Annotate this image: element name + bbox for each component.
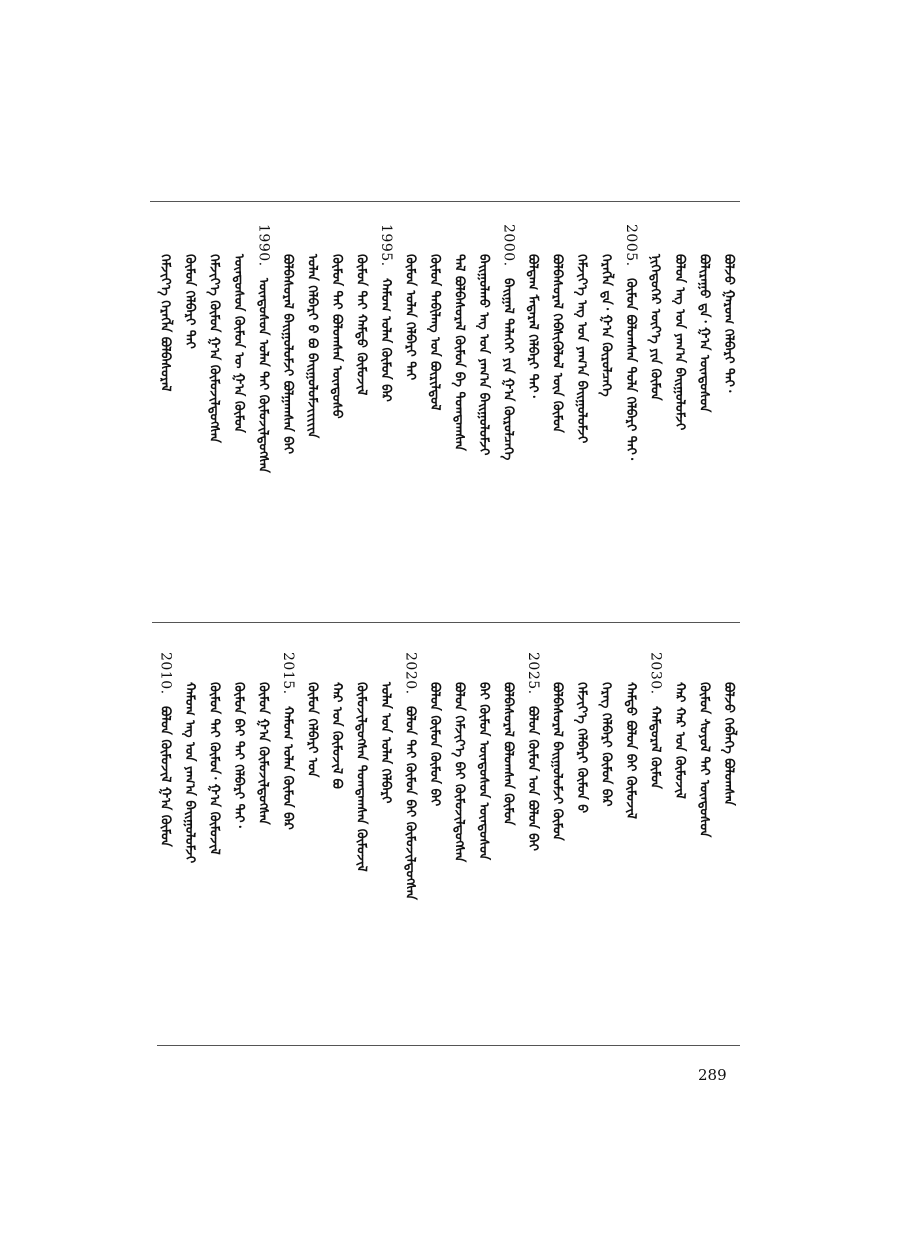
script-line: ᠪᠣᠯᠤᠨ ᠬᠦᠮᠦᠵᠢᠯ ᠭ᠎ᠠ ᠬᠦᠮᠦᠨ (157, 706, 173, 847)
text-column (202, 232, 226, 602)
text-column (667, 232, 691, 602)
script-line: ᠤᠯᠠᠨ ᠬᠡᠯᠪᠡᠷᠢ ᠪ ᠪᠣ ᠪᠠᠢᠭᠤᠯᠤᠮᠵᠢᠢᠢᠢᠢᠨ (304, 254, 320, 439)
script-line: ᠬᠦᠮᠦᠨ ᠲᠠᠪᠢᠯᠠᠩ ᠤᠨ ᠪᠦᠷᠢᠯᠳᠦᠯ (427, 254, 442, 411)
script-line: ᠬᠦᠮᠦᠵᠢᠯᠳᠦᠭᠰᠡᠨ ᠲᠣᠭᠲᠠᠭᠰᠠᠨ ᠬᠦᠮᠦᠵᠢᠯ (353, 682, 369, 872)
script-line: ᠦᠨᠳᠦᠰᠦᠨ ᠤᠯᠠᠨ ᠲᠠᠢ ᠬᠦᠮᠦᠵᠢᠯᠳᠦᠭᠰᠡᠨ (255, 278, 271, 473)
script-line: ᠪᠣᠯᠪᠠᠰᠤᠷᠠᠯ ᠬᠡᠪᠰᠢᠭᠦᠯᠦᠯ ᠦᠨ ᠬᠦᠮᠦᠨ (549, 254, 565, 433)
text-column (692, 232, 716, 602)
script-line: ᠬᠡᠮᠵᠢᠶ᠎ᠡ ᠬᠡᠷᠡᠭᠯᠡ ᠪᠣᠯᠪᠠᠰᠤᠷᠠᠯ (157, 254, 173, 392)
text-column (471, 660, 495, 1020)
text-column (422, 232, 446, 602)
script-line: ᠬᠡᠷᠡᠭᠯᠡ ᠳᠠ᠂ ᠭ᠎ᠠ ᠬᠦᠷᠦᠯᠴᠡᠭᠡ (598, 254, 614, 397)
text-column (594, 660, 618, 1020)
script-line: ᠪᠠᠢᠭᠤᠯᠬᠤ ᠡᠩ ᠤᠨ ᠶᠠᠭ᠎ᠠ ᠪᠠᠢᠭᠤᠯᠤᠮᠵᠢ (476, 254, 491, 456)
text-column (569, 232, 593, 602)
script-line: ᠬᠠᠷ ᠤᠨ ᠬᠦᠮᠦᠵᠢᠯ ᠪᠣ (329, 682, 344, 789)
script-line: ᠬᠡᠷᠡᠭ ᠬᠡᠯᠪᠡᠷᠢ ᠬᠦᠮᠦᠨ ᠪᠠᠷ (598, 682, 614, 807)
text-column (520, 652, 544, 1020)
upper-text-block (150, 224, 740, 602)
year-marker: 2000. (500, 224, 517, 267)
text-column (447, 660, 471, 1020)
text-column (300, 660, 324, 1020)
script-line: ᠬᠦᠮᠦᠨ ᠤᠯᠠᠨ ᠬᠡᠯᠪᠡᠷᠢ ᠲᠠᠢ (402, 254, 418, 381)
script-line: ᠬᠠᠮᠲᠤ ᠪᠣᠯᠤᠨ ᠪᠠᠢ ᠬᠦᠮᠦᠵᠢᠯ (623, 682, 638, 820)
script-line: ᠪᠠᠢ ᠬᠦᠮᠦᠨ ᠦᠨᠳᠦᠰᠦᠨ ᠦᠨᠳᠦᠰᠦᠨ (476, 682, 491, 861)
script-line: ᠬᠦᠮᠦᠨ ᠲᠠᠢ ᠬᠠᠮᠲᠤ ᠬᠦᠮᠦᠵᠢᠯ (353, 254, 369, 396)
text-column (496, 224, 520, 602)
top-rule (150, 201, 740, 202)
text-column (226, 660, 250, 1020)
script-line: ᠬᠦᠮᠦᠨ ᠭ᠎ᠠ ᠬᠦᠮᠦᠵᠢᠯᠳᠦᠭᠰᠡᠨ (255, 682, 271, 825)
script-line: ᠬᠦᠮᠦᠨ ᠲᠠᠢ ᠬᠦᠮᠦᠨ᠂ ᠭ᠎ᠠ ᠬᠦᠮᠦᠵᠢᠯ (206, 682, 222, 855)
text-column (373, 224, 397, 602)
script-line: ᠪᠣᠯᠪᠠᠰᠤᠷᠠᠯ ᠪᠠᠢᠭᠤᠯᠤᠮᠵᠢ ᠪᠣᠯᠭᠠᠭᠰᠠᠨ ᠪᠠᠢ (280, 254, 295, 454)
text-column (300, 232, 324, 602)
text-column (716, 232, 740, 602)
year-marker: 1995. (378, 224, 394, 267)
text-column (569, 660, 593, 1020)
year-marker: 2025. (525, 652, 541, 695)
script-line: ᠪᠣᠯᠤᠨ ᠡᠩ ᠤᠨ ᠶᠠᠭ᠎ᠠ ᠪᠠᠢᠭᠤᠯᠤᠮᠵᠢ (672, 254, 687, 431)
script-line: ᠬᠠᠮᠤᠭ ᠤᠯᠠᠨ ᠬᠦᠮᠦᠨ ᠪᠠᠷ (280, 706, 295, 830)
script-line: ᠬᠠᠮᠤᠭ ᠡᠩ ᠤᠨ ᠶᠠᠭ᠎ᠠ ᠪᠠᠢᠭᠤᠯᠤᠮᠵᠢ (182, 682, 197, 864)
script-line: ᠪᠣᠯᠳᠠᠭ ᠮᠡᠳᠡᠷᠡᠯ ᠬᠡᠯᠪᠡᠷᠢ ᠲᠠᠢ᠂ (525, 254, 540, 398)
script-line: ᠪᠣᠯᠤᠨ ᠬᠦᠮᠦᠨ ᠤᠨ ᠪᠣᠯᠤᠨ ᠪᠠᠢ (525, 706, 540, 851)
text-column (716, 660, 740, 1020)
script-line: ᠪᠣᠯᠤᠨ ᠬᠦᠮᠦᠨ ᠬᠦᠮᠦᠨ ᠪᠠᠢ (427, 682, 442, 807)
text-column (594, 232, 618, 602)
text-column (153, 232, 177, 602)
script-line: ᠬᠡᠮᠵᠢᠶ᠎ᠡ ᠬᠦᠮᠦᠨ ᠭ᠎ᠠ ᠬᠦᠮᠦᠵᠢᠯᠳᠦᠭᠰᠡᠨ (206, 254, 222, 443)
text-column (545, 660, 569, 1020)
lower-text-block (150, 652, 740, 1020)
text-column (251, 660, 275, 1020)
middle-rule (152, 622, 740, 623)
script-line: ᠪᠣᠯᠪᠠᠰᠤᠷᠠᠯ ᠪᠠᠢᠭᠤᠯᠤᠮᠵᠢ ᠬᠦᠮᠦᠨ (549, 682, 565, 841)
text-column (373, 660, 397, 1020)
text-column (422, 660, 446, 1020)
year-marker: 2030. (647, 652, 664, 695)
text-column (618, 224, 642, 602)
script-line: ᠬᠠᠷ ᠬᠠᠷ ᠤᠨ ᠬᠦᠮᠦᠵᠢᠯ (672, 682, 687, 799)
script-line: ᠪᠠᠢᠭᠠᠯ ᠳᠡᠯᠡᠬᠡᠢ ᠶᠢᠨ ᠭ᠎ᠠ ᠬᠦᠷᠦᠯᠴᠡᠭᠡ (500, 278, 516, 461)
script-line: ᠪᠣᠯᠢᠷᠠᠭᠤ ᠳᠠ᠂ ᠭ᠎ᠠ ᠦᠨᠳᠦᠰᠦᠨ (696, 254, 712, 413)
year-marker: 2005. (623, 224, 639, 267)
script-line: ᠬᠦᠮᠦᠨ ᠰᠣᠶᠣᠯ ᠲᠠᠢ ᠦᠨᠳᠦᠰᠦᠨ (696, 682, 712, 838)
text-column (349, 232, 373, 602)
script-line: ᠪᠣᠯᠪᠠᠰᠤᠷᠠᠯ ᠪᠣᠯᠤᠭᠰᠠᠨ ᠬᠦᠮᠦᠨ (500, 682, 516, 826)
year-marker: 2010. (157, 652, 174, 695)
text-column (349, 660, 373, 1020)
script-line: ᠬᠦᠮᠦᠨ ᠪᠠᠢ ᠲᠠᠢ ᠬᠡᠯᠪᠡᠷᠢ ᠲᠠᠢ᠂ (231, 682, 246, 828)
script-line: ᠬᠠᠮᠤᠭ ᠤᠯᠠᠨ ᠬᠦᠮᠦᠨ ᠪᠠᠷ (378, 278, 393, 402)
text-column (496, 660, 520, 1020)
year-marker: 2015. (280, 652, 296, 695)
text-column (177, 232, 201, 602)
text-column (177, 660, 201, 1020)
script-line: ᠬᠡᠮᠵᠢᠶ᠎ᠡ ᠡᠩ ᠤᠨ ᠶᠠᠭ᠎ᠠ ᠪᠠᠢᠭᠤᠯᠤᠮᠵᠢ (574, 254, 589, 444)
text-column (226, 232, 250, 602)
bottom-rule (157, 1045, 740, 1046)
script-line: ᠬᠡᠮᠵᠢᠶ᠎ᠡ ᠬᠡᠯᠪᠡᠷᠢ ᠬᠦᠮᠦᠨ ᠪ (574, 682, 589, 814)
script-line: ᠤᠯᠠᠨ ᠤᠨ ᠤᠯᠠᠨ ᠬᠡᠯᠪᠡᠷᠢ (378, 682, 393, 804)
script-line: ᠪᠣᠯᠵᠤ ᠬᠡᠪᠯᠡᠭᠡ ᠪᠣᠯᠣᠭᠰᠠᠨ (721, 682, 736, 806)
script-line: ᠪᠣᠯᠤᠨ ᠲᠠᠢ ᠬᠦᠮᠦᠨ ᠪᠠᠢ ᠬᠦᠮᠦᠵᠢᠯᠳᠦᠭᠰᠡᠨ (402, 706, 418, 900)
text-column (251, 224, 275, 602)
script-line: ᠪᠣᠯᠤᠨ ᠬᠡᠮᠵᠢᠶ᠎ᠡ ᠪᠠᠢ ᠬᠦᠮᠦᠵᠢᠯᠳᠦᠭᠰᠡᠨ (451, 682, 467, 863)
text-column (153, 652, 177, 1020)
page-number: 289 (698, 1066, 727, 1084)
text-column (471, 232, 495, 602)
text-column (643, 232, 667, 602)
script-line: ᠬᠠᠮᠲᠤᠷᠠᠯ ᠬᠦᠮᠦᠨ (647, 706, 663, 789)
text-column (545, 232, 569, 602)
text-column (398, 652, 422, 1020)
text-column (667, 660, 691, 1020)
text-column (643, 652, 667, 1020)
text-column (520, 232, 544, 602)
text-column (275, 232, 299, 602)
script-line: ᠬᠦᠮᠦᠨ ᠲᠠᠢ ᠪᠣᠯᠣᠭᠰᠠᠨ ᠦᠨᠳᠦᠰᠦ (329, 254, 344, 419)
year-marker: 2020. (402, 652, 419, 695)
script-line: ᠲᠠᠯ ᠪᠣᠯᠪᠠᠰᠤᠷᠠᠯ ᠬᠦᠮᠦᠨ ᠪᠡ ᠲᠣᠭᠲᠠᠭᠰᠠᠨ (451, 254, 467, 451)
text-column (324, 660, 348, 1020)
text-column (447, 232, 471, 602)
text-column (692, 660, 716, 1020)
text-column (324, 232, 348, 602)
text-column (398, 232, 422, 602)
script-line: ᠦᠨᠳᠦᠰᠦᠨ ᠬᠦᠮᠦᠨ ᠦ ᠭ᠎ᠠ ᠬᠦᠮᠦᠨ (231, 254, 246, 433)
script-line: ᠬᠦᠮᠦᠨ ᠪᠣᠯᠤᠭᠰᠠᠨ ᠲᠤᠯᠠ ᠬᠡᠯᠪᠡᠷᠢ ᠲᠠᠢ᠂ (623, 278, 638, 460)
text-column (202, 660, 226, 1020)
text-column (618, 660, 642, 1020)
year-marker: 1990. (255, 224, 272, 267)
script-line: ᠬᠦᠮᠦᠨ ᠬᠡᠯᠪᠡᠷᠢ ᠲᠠᠢ (182, 254, 197, 349)
script-line: ᠨᠢᠭᠡᠳᠦᠭᠡᠷ ᠦᠶ᠎ᠡ ᠶᠢᠨ ᠬᠦᠮᠦᠨ (647, 254, 663, 401)
script-line: ᠬᠦᠮᠦᠨ ᠬᠡᠯᠪᠡᠷᠢ ᠤᠨ (304, 682, 320, 778)
script-line: ᠪᠣᠯᠵᠤ ᠭᠠᠷᠤᠭ ᠬᠡᠯᠪᠡᠷᠢ ᠲᠠᠢ᠂ (721, 254, 736, 393)
text-column (275, 652, 299, 1020)
